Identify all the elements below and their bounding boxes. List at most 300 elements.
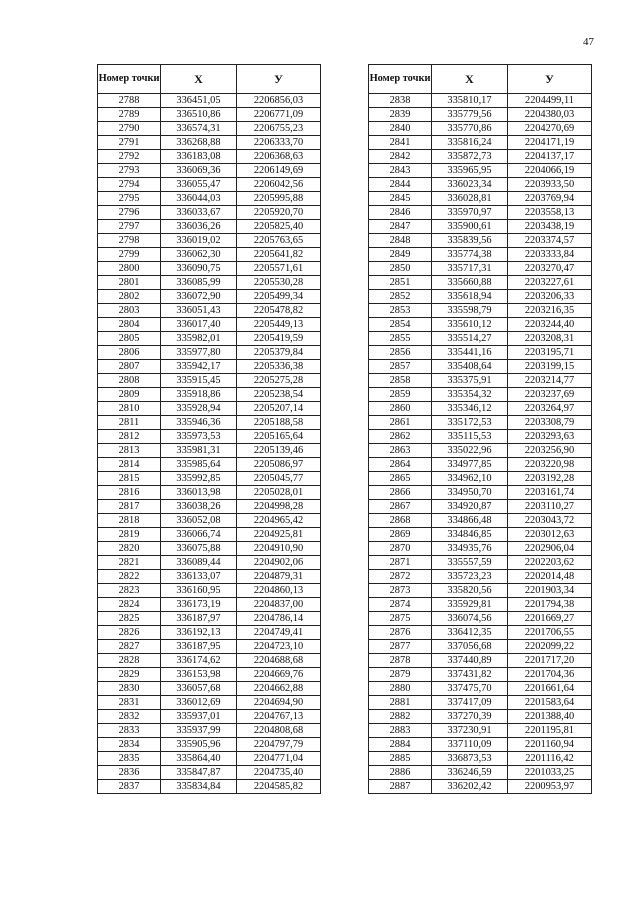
table-row bbox=[369, 402, 592, 416]
y-coordinate-cell: 2203933,50 bbox=[508, 178, 592, 192]
header-x: X bbox=[432, 65, 508, 94]
point-number-cell: 2802 bbox=[98, 290, 161, 304]
x-coordinate-cell: 336036,26 bbox=[161, 220, 237, 234]
table-row bbox=[98, 766, 321, 780]
header-point-number: Номер точки bbox=[98, 65, 161, 94]
table-row bbox=[98, 696, 321, 710]
table-row bbox=[369, 122, 592, 136]
point-number-cell: 2811 bbox=[98, 416, 161, 430]
y-coordinate-cell: 2201160,94 bbox=[508, 738, 592, 752]
y-coordinate-cell: 2205028,01 bbox=[237, 486, 321, 500]
y-coordinate-cell: 2205379,84 bbox=[237, 346, 321, 360]
y-coordinate-cell: 2204662,88 bbox=[237, 682, 321, 696]
y-coordinate-cell: 2205530,28 bbox=[237, 276, 321, 290]
y-coordinate-cell: 2206771,09 bbox=[237, 108, 321, 122]
x-coordinate-cell: 335610,12 bbox=[432, 318, 508, 332]
table-row bbox=[98, 388, 321, 402]
x-coordinate-cell: 337417,09 bbox=[432, 696, 508, 710]
point-number-cell: 2849 bbox=[369, 248, 432, 262]
x-coordinate-cell: 334846,85 bbox=[432, 528, 508, 542]
x-coordinate-cell: 335928,94 bbox=[161, 402, 237, 416]
table-row bbox=[369, 374, 592, 388]
x-coordinate-cell: 336085,99 bbox=[161, 276, 237, 290]
y-coordinate-cell: 2204723,10 bbox=[237, 640, 321, 654]
point-number-cell: 2835 bbox=[98, 752, 161, 766]
y-coordinate-cell: 2205419,59 bbox=[237, 332, 321, 346]
x-coordinate-cell: 336451,05 bbox=[161, 94, 237, 108]
table-row bbox=[98, 248, 321, 262]
table-row bbox=[369, 626, 592, 640]
x-coordinate-cell: 335929,81 bbox=[432, 598, 508, 612]
table-row bbox=[369, 780, 592, 794]
x-coordinate-cell: 335937,01 bbox=[161, 710, 237, 724]
y-coordinate-cell: 2205920,70 bbox=[237, 206, 321, 220]
x-coordinate-cell: 336072,90 bbox=[161, 290, 237, 304]
table-row bbox=[98, 500, 321, 514]
table-row bbox=[369, 94, 592, 108]
x-coordinate-cell: 335172,53 bbox=[432, 416, 508, 430]
x-coordinate-cell: 337056,68 bbox=[432, 640, 508, 654]
table-row bbox=[369, 444, 592, 458]
point-number-cell: 2834 bbox=[98, 738, 161, 752]
x-coordinate-cell: 335918,86 bbox=[161, 388, 237, 402]
point-number-cell: 2797 bbox=[98, 220, 161, 234]
table-row bbox=[98, 108, 321, 122]
x-coordinate-cell: 337440,89 bbox=[432, 654, 508, 668]
point-number-cell: 2883 bbox=[369, 724, 432, 738]
x-coordinate-cell: 336033,67 bbox=[161, 206, 237, 220]
y-coordinate-cell: 2205275,28 bbox=[237, 374, 321, 388]
table-row bbox=[369, 248, 592, 262]
point-number-cell: 2824 bbox=[98, 598, 161, 612]
y-coordinate-cell: 2204965,42 bbox=[237, 514, 321, 528]
point-number-cell: 2808 bbox=[98, 374, 161, 388]
point-number-cell: 2799 bbox=[98, 248, 161, 262]
table-row bbox=[369, 430, 592, 444]
point-number-cell: 2884 bbox=[369, 738, 432, 752]
table-row bbox=[369, 262, 592, 276]
y-coordinate-cell: 2200953,97 bbox=[508, 780, 592, 794]
table-row bbox=[369, 276, 592, 290]
point-number-cell: 2819 bbox=[98, 528, 161, 542]
x-coordinate-cell: 336052,08 bbox=[161, 514, 237, 528]
header-x: X bbox=[161, 65, 237, 94]
x-coordinate-cell: 335598,79 bbox=[432, 304, 508, 318]
x-coordinate-cell: 336153,98 bbox=[161, 668, 237, 682]
y-coordinate-cell: 2202906,04 bbox=[508, 542, 592, 556]
y-coordinate-cell: 2203237,69 bbox=[508, 388, 592, 402]
point-number-cell: 2869 bbox=[369, 528, 432, 542]
y-coordinate-cell: 2203256,90 bbox=[508, 444, 592, 458]
y-coordinate-cell: 2201706,55 bbox=[508, 626, 592, 640]
point-number-cell: 2837 bbox=[98, 780, 161, 794]
x-coordinate-cell: 335354,32 bbox=[432, 388, 508, 402]
point-number-cell: 2815 bbox=[98, 472, 161, 486]
header-y: У bbox=[237, 65, 321, 94]
y-coordinate-cell: 2204137,17 bbox=[508, 150, 592, 164]
table-row bbox=[369, 346, 592, 360]
y-coordinate-cell: 2201116,42 bbox=[508, 752, 592, 766]
point-number-cell: 2862 bbox=[369, 430, 432, 444]
y-coordinate-cell: 2201903,34 bbox=[508, 584, 592, 598]
table-row bbox=[369, 108, 592, 122]
x-coordinate-cell: 336174,62 bbox=[161, 654, 237, 668]
table-row bbox=[98, 542, 321, 556]
header-point-number: Номер точки bbox=[369, 65, 432, 94]
y-coordinate-cell: 2204910,90 bbox=[237, 542, 321, 556]
y-coordinate-cell: 2206755,23 bbox=[237, 122, 321, 136]
table-row bbox=[98, 430, 321, 444]
y-coordinate-cell: 2203227,61 bbox=[508, 276, 592, 290]
table-row bbox=[369, 458, 592, 472]
point-number-cell: 2806 bbox=[98, 346, 161, 360]
x-coordinate-cell: 336038,26 bbox=[161, 500, 237, 514]
point-number-cell: 2853 bbox=[369, 304, 432, 318]
y-coordinate-cell: 2203206,33 bbox=[508, 290, 592, 304]
table-row bbox=[369, 304, 592, 318]
table-row bbox=[369, 682, 592, 696]
point-number-cell: 2832 bbox=[98, 710, 161, 724]
x-coordinate-cell: 336090,75 bbox=[161, 262, 237, 276]
point-number-cell: 2852 bbox=[369, 290, 432, 304]
x-coordinate-cell: 335942,17 bbox=[161, 360, 237, 374]
x-coordinate-cell: 336187,95 bbox=[161, 640, 237, 654]
coordinates-table-left bbox=[97, 64, 321, 794]
table-row bbox=[98, 164, 321, 178]
point-number-cell: 2854 bbox=[369, 318, 432, 332]
y-coordinate-cell: 2204860,13 bbox=[237, 584, 321, 598]
x-coordinate-cell: 336019,02 bbox=[161, 234, 237, 248]
x-coordinate-cell: 336202,42 bbox=[432, 780, 508, 794]
x-coordinate-cell: 335985,64 bbox=[161, 458, 237, 472]
x-coordinate-cell: 336057,68 bbox=[161, 682, 237, 696]
x-coordinate-cell: 334866,48 bbox=[432, 514, 508, 528]
y-coordinate-cell: 2204270,69 bbox=[508, 122, 592, 136]
y-coordinate-cell: 2201704,36 bbox=[508, 668, 592, 682]
x-coordinate-cell: 335022,96 bbox=[432, 444, 508, 458]
point-number-cell: 2790 bbox=[98, 122, 161, 136]
x-coordinate-cell: 335981,31 bbox=[161, 444, 237, 458]
table-row bbox=[369, 206, 592, 220]
point-number-cell: 2860 bbox=[369, 402, 432, 416]
table-row bbox=[369, 150, 592, 164]
x-coordinate-cell: 336173,19 bbox=[161, 598, 237, 612]
y-coordinate-cell: 2204171,19 bbox=[508, 136, 592, 150]
y-coordinate-cell: 2203264,97 bbox=[508, 402, 592, 416]
table-row bbox=[369, 668, 592, 682]
x-coordinate-cell: 334962,10 bbox=[432, 472, 508, 486]
table-row bbox=[369, 234, 592, 248]
point-number-cell: 2878 bbox=[369, 654, 432, 668]
point-number-cell: 2881 bbox=[369, 696, 432, 710]
y-coordinate-cell: 2203333,84 bbox=[508, 248, 592, 262]
point-number-cell: 2830 bbox=[98, 682, 161, 696]
x-coordinate-cell: 335779,56 bbox=[432, 108, 508, 122]
point-number-cell: 2820 bbox=[98, 542, 161, 556]
x-coordinate-cell: 337475,70 bbox=[432, 682, 508, 696]
point-number-cell: 2794 bbox=[98, 178, 161, 192]
y-coordinate-cell: 2204808,68 bbox=[237, 724, 321, 738]
x-coordinate-cell: 336062,30 bbox=[161, 248, 237, 262]
point-number-cell: 2831 bbox=[98, 696, 161, 710]
point-number-cell: 2859 bbox=[369, 388, 432, 402]
y-coordinate-cell: 2205499,34 bbox=[237, 290, 321, 304]
table-row bbox=[98, 584, 321, 598]
point-number-cell: 2826 bbox=[98, 626, 161, 640]
table-row bbox=[369, 290, 592, 304]
table-row bbox=[98, 220, 321, 234]
table-row bbox=[369, 766, 592, 780]
y-coordinate-cell: 2204694,90 bbox=[237, 696, 321, 710]
point-number-cell: 2865 bbox=[369, 472, 432, 486]
x-coordinate-cell: 335115,53 bbox=[432, 430, 508, 444]
point-number-cell: 2807 bbox=[98, 360, 161, 374]
point-number-cell: 2801 bbox=[98, 276, 161, 290]
x-coordinate-cell: 336023,34 bbox=[432, 178, 508, 192]
x-coordinate-cell: 336012,69 bbox=[161, 696, 237, 710]
x-coordinate-cell: 335982,01 bbox=[161, 332, 237, 346]
y-coordinate-cell: 2205086,97 bbox=[237, 458, 321, 472]
table-row bbox=[98, 472, 321, 486]
y-coordinate-cell: 2201583,64 bbox=[508, 696, 592, 710]
table-row bbox=[98, 150, 321, 164]
point-number-cell: 2822 bbox=[98, 570, 161, 584]
x-coordinate-cell: 335774,38 bbox=[432, 248, 508, 262]
x-coordinate-cell: 335900,61 bbox=[432, 220, 508, 234]
table-row bbox=[369, 416, 592, 430]
table-row bbox=[98, 598, 321, 612]
y-coordinate-cell: 2203012,63 bbox=[508, 528, 592, 542]
table-row bbox=[369, 472, 592, 486]
point-number-cell: 2789 bbox=[98, 108, 161, 122]
point-number-cell: 2817 bbox=[98, 500, 161, 514]
point-number-cell: 2844 bbox=[369, 178, 432, 192]
table-row bbox=[369, 388, 592, 402]
x-coordinate-cell: 336028,81 bbox=[432, 192, 508, 206]
point-number-cell: 2856 bbox=[369, 346, 432, 360]
point-number-cell: 2821 bbox=[98, 556, 161, 570]
table-row bbox=[98, 374, 321, 388]
table-row bbox=[369, 752, 592, 766]
table-row bbox=[369, 724, 592, 738]
y-coordinate-cell: 2201033,25 bbox=[508, 766, 592, 780]
table-row bbox=[369, 696, 592, 710]
x-coordinate-cell: 335408,64 bbox=[432, 360, 508, 374]
x-coordinate-cell: 335717,31 bbox=[432, 262, 508, 276]
point-number-cell: 2818 bbox=[98, 514, 161, 528]
point-number-cell: 2848 bbox=[369, 234, 432, 248]
point-number-cell: 2885 bbox=[369, 752, 432, 766]
table-row bbox=[369, 360, 592, 374]
y-coordinate-cell: 2203043,72 bbox=[508, 514, 592, 528]
point-number-cell: 2842 bbox=[369, 150, 432, 164]
x-coordinate-cell: 336069,36 bbox=[161, 164, 237, 178]
x-coordinate-cell: 335915,45 bbox=[161, 374, 237, 388]
y-coordinate-cell: 2204585,82 bbox=[237, 780, 321, 794]
table-row bbox=[369, 612, 592, 626]
y-coordinate-cell: 2204837,00 bbox=[237, 598, 321, 612]
table-body-right bbox=[369, 94, 592, 794]
point-number-cell: 2838 bbox=[369, 94, 432, 108]
table-header-row bbox=[369, 65, 592, 94]
y-coordinate-cell: 2206149,69 bbox=[237, 164, 321, 178]
table-row bbox=[98, 290, 321, 304]
y-coordinate-cell: 2203558,13 bbox=[508, 206, 592, 220]
x-coordinate-cell: 335905,96 bbox=[161, 738, 237, 752]
y-coordinate-cell: 2203308,79 bbox=[508, 416, 592, 430]
x-coordinate-cell: 336268,88 bbox=[161, 136, 237, 150]
y-coordinate-cell: 2204902,06 bbox=[237, 556, 321, 570]
point-number-cell: 2886 bbox=[369, 766, 432, 780]
table-row bbox=[98, 192, 321, 206]
point-number-cell: 2803 bbox=[98, 304, 161, 318]
x-coordinate-cell: 336192,13 bbox=[161, 626, 237, 640]
y-coordinate-cell: 2202099,22 bbox=[508, 640, 592, 654]
y-coordinate-cell: 2204688,68 bbox=[237, 654, 321, 668]
y-coordinate-cell: 2203293,63 bbox=[508, 430, 592, 444]
x-coordinate-cell: 336160,95 bbox=[161, 584, 237, 598]
x-coordinate-cell: 335660,88 bbox=[432, 276, 508, 290]
y-coordinate-cell: 2204786,14 bbox=[237, 612, 321, 626]
table-row bbox=[98, 276, 321, 290]
point-number-cell: 2851 bbox=[369, 276, 432, 290]
point-number-cell: 2805 bbox=[98, 332, 161, 346]
x-coordinate-cell: 336574,31 bbox=[161, 122, 237, 136]
table-row bbox=[369, 654, 592, 668]
x-coordinate-cell: 335834,84 bbox=[161, 780, 237, 794]
point-number-cell: 2877 bbox=[369, 640, 432, 654]
x-coordinate-cell: 335937,99 bbox=[161, 724, 237, 738]
x-coordinate-cell: 335965,95 bbox=[432, 164, 508, 178]
y-coordinate-cell: 2203769,94 bbox=[508, 192, 592, 206]
table-row bbox=[369, 500, 592, 514]
table-row bbox=[98, 346, 321, 360]
point-number-cell: 2828 bbox=[98, 654, 161, 668]
point-number-cell: 2827 bbox=[98, 640, 161, 654]
point-number-cell: 2873 bbox=[369, 584, 432, 598]
x-coordinate-cell: 335346,12 bbox=[432, 402, 508, 416]
table-row bbox=[98, 640, 321, 654]
x-coordinate-cell: 335839,56 bbox=[432, 234, 508, 248]
y-coordinate-cell: 2204735,40 bbox=[237, 766, 321, 780]
y-coordinate-cell: 2204925,81 bbox=[237, 528, 321, 542]
y-coordinate-cell: 2203110,27 bbox=[508, 500, 592, 514]
table-row bbox=[98, 416, 321, 430]
y-coordinate-cell: 2204797,79 bbox=[237, 738, 321, 752]
point-number-cell: 2871 bbox=[369, 556, 432, 570]
point-number-cell: 2839 bbox=[369, 108, 432, 122]
x-coordinate-cell: 336089,44 bbox=[161, 556, 237, 570]
point-number-cell: 2887 bbox=[369, 780, 432, 794]
table-row bbox=[98, 570, 321, 584]
x-coordinate-cell: 335723,23 bbox=[432, 570, 508, 584]
table-row bbox=[98, 122, 321, 136]
x-coordinate-cell: 334950,70 bbox=[432, 486, 508, 500]
x-coordinate-cell: 335816,24 bbox=[432, 136, 508, 150]
y-coordinate-cell: 2204749,41 bbox=[237, 626, 321, 640]
y-coordinate-cell: 2205336,38 bbox=[237, 360, 321, 374]
x-coordinate-cell: 335441,16 bbox=[432, 346, 508, 360]
y-coordinate-cell: 2201661,64 bbox=[508, 682, 592, 696]
y-coordinate-cell: 2203214,77 bbox=[508, 374, 592, 388]
x-coordinate-cell: 337230,91 bbox=[432, 724, 508, 738]
x-coordinate-cell: 336051,43 bbox=[161, 304, 237, 318]
y-coordinate-cell: 2205478,82 bbox=[237, 304, 321, 318]
table-row bbox=[369, 542, 592, 556]
x-coordinate-cell: 335847,87 bbox=[161, 766, 237, 780]
table-row bbox=[98, 318, 321, 332]
table-row bbox=[98, 486, 321, 500]
x-coordinate-cell: 335810,17 bbox=[432, 94, 508, 108]
point-number-cell: 2840 bbox=[369, 122, 432, 136]
table-row bbox=[98, 654, 321, 668]
y-coordinate-cell: 2205188,58 bbox=[237, 416, 321, 430]
x-coordinate-cell: 335970,97 bbox=[432, 206, 508, 220]
x-coordinate-cell: 334977,85 bbox=[432, 458, 508, 472]
y-coordinate-cell: 2205449,13 bbox=[237, 318, 321, 332]
point-number-cell: 2870 bbox=[369, 542, 432, 556]
y-coordinate-cell: 2203216,35 bbox=[508, 304, 592, 318]
table-row bbox=[369, 486, 592, 500]
point-number-cell: 2804 bbox=[98, 318, 161, 332]
y-coordinate-cell: 2201717,20 bbox=[508, 654, 592, 668]
point-number-cell: 2875 bbox=[369, 612, 432, 626]
point-number-cell: 2798 bbox=[98, 234, 161, 248]
y-coordinate-cell: 2205139,46 bbox=[237, 444, 321, 458]
point-number-cell: 2796 bbox=[98, 206, 161, 220]
point-number-cell: 2855 bbox=[369, 332, 432, 346]
table-row bbox=[98, 682, 321, 696]
table-row bbox=[369, 738, 592, 752]
table-row bbox=[369, 556, 592, 570]
y-coordinate-cell: 2205571,61 bbox=[237, 262, 321, 276]
point-number-cell: 2861 bbox=[369, 416, 432, 430]
y-coordinate-cell: 2205825,40 bbox=[237, 220, 321, 234]
point-number-cell: 2882 bbox=[369, 710, 432, 724]
x-coordinate-cell: 337270,39 bbox=[432, 710, 508, 724]
y-coordinate-cell: 2204771,04 bbox=[237, 752, 321, 766]
x-coordinate-cell: 335820,56 bbox=[432, 584, 508, 598]
point-number-cell: 2836 bbox=[98, 766, 161, 780]
point-number-cell: 2857 bbox=[369, 360, 432, 374]
x-coordinate-cell: 335977,80 bbox=[161, 346, 237, 360]
y-coordinate-cell: 2205045,77 bbox=[237, 472, 321, 486]
y-coordinate-cell: 2203220,98 bbox=[508, 458, 592, 472]
point-number-cell: 2841 bbox=[369, 136, 432, 150]
table-row bbox=[98, 710, 321, 724]
y-coordinate-cell: 2204066,19 bbox=[508, 164, 592, 178]
x-coordinate-cell: 335618,94 bbox=[432, 290, 508, 304]
x-coordinate-cell: 336017,40 bbox=[161, 318, 237, 332]
y-coordinate-cell: 2201388,40 bbox=[508, 710, 592, 724]
point-number-cell: 2864 bbox=[369, 458, 432, 472]
y-coordinate-cell: 2203192,28 bbox=[508, 472, 592, 486]
table-row bbox=[369, 192, 592, 206]
point-number-cell: 2847 bbox=[369, 220, 432, 234]
x-coordinate-cell: 335770,86 bbox=[432, 122, 508, 136]
x-coordinate-cell: 336873,53 bbox=[432, 752, 508, 766]
x-coordinate-cell: 335992,85 bbox=[161, 472, 237, 486]
table-row bbox=[98, 528, 321, 542]
x-coordinate-cell: 335872,73 bbox=[432, 150, 508, 164]
table-row bbox=[98, 626, 321, 640]
x-coordinate-cell: 337110,09 bbox=[432, 738, 508, 752]
point-number-cell: 2879 bbox=[369, 668, 432, 682]
y-coordinate-cell: 2203208,31 bbox=[508, 332, 592, 346]
point-number-cell: 2810 bbox=[98, 402, 161, 416]
y-coordinate-cell: 2203374,57 bbox=[508, 234, 592, 248]
page-number: 47 bbox=[583, 36, 594, 48]
